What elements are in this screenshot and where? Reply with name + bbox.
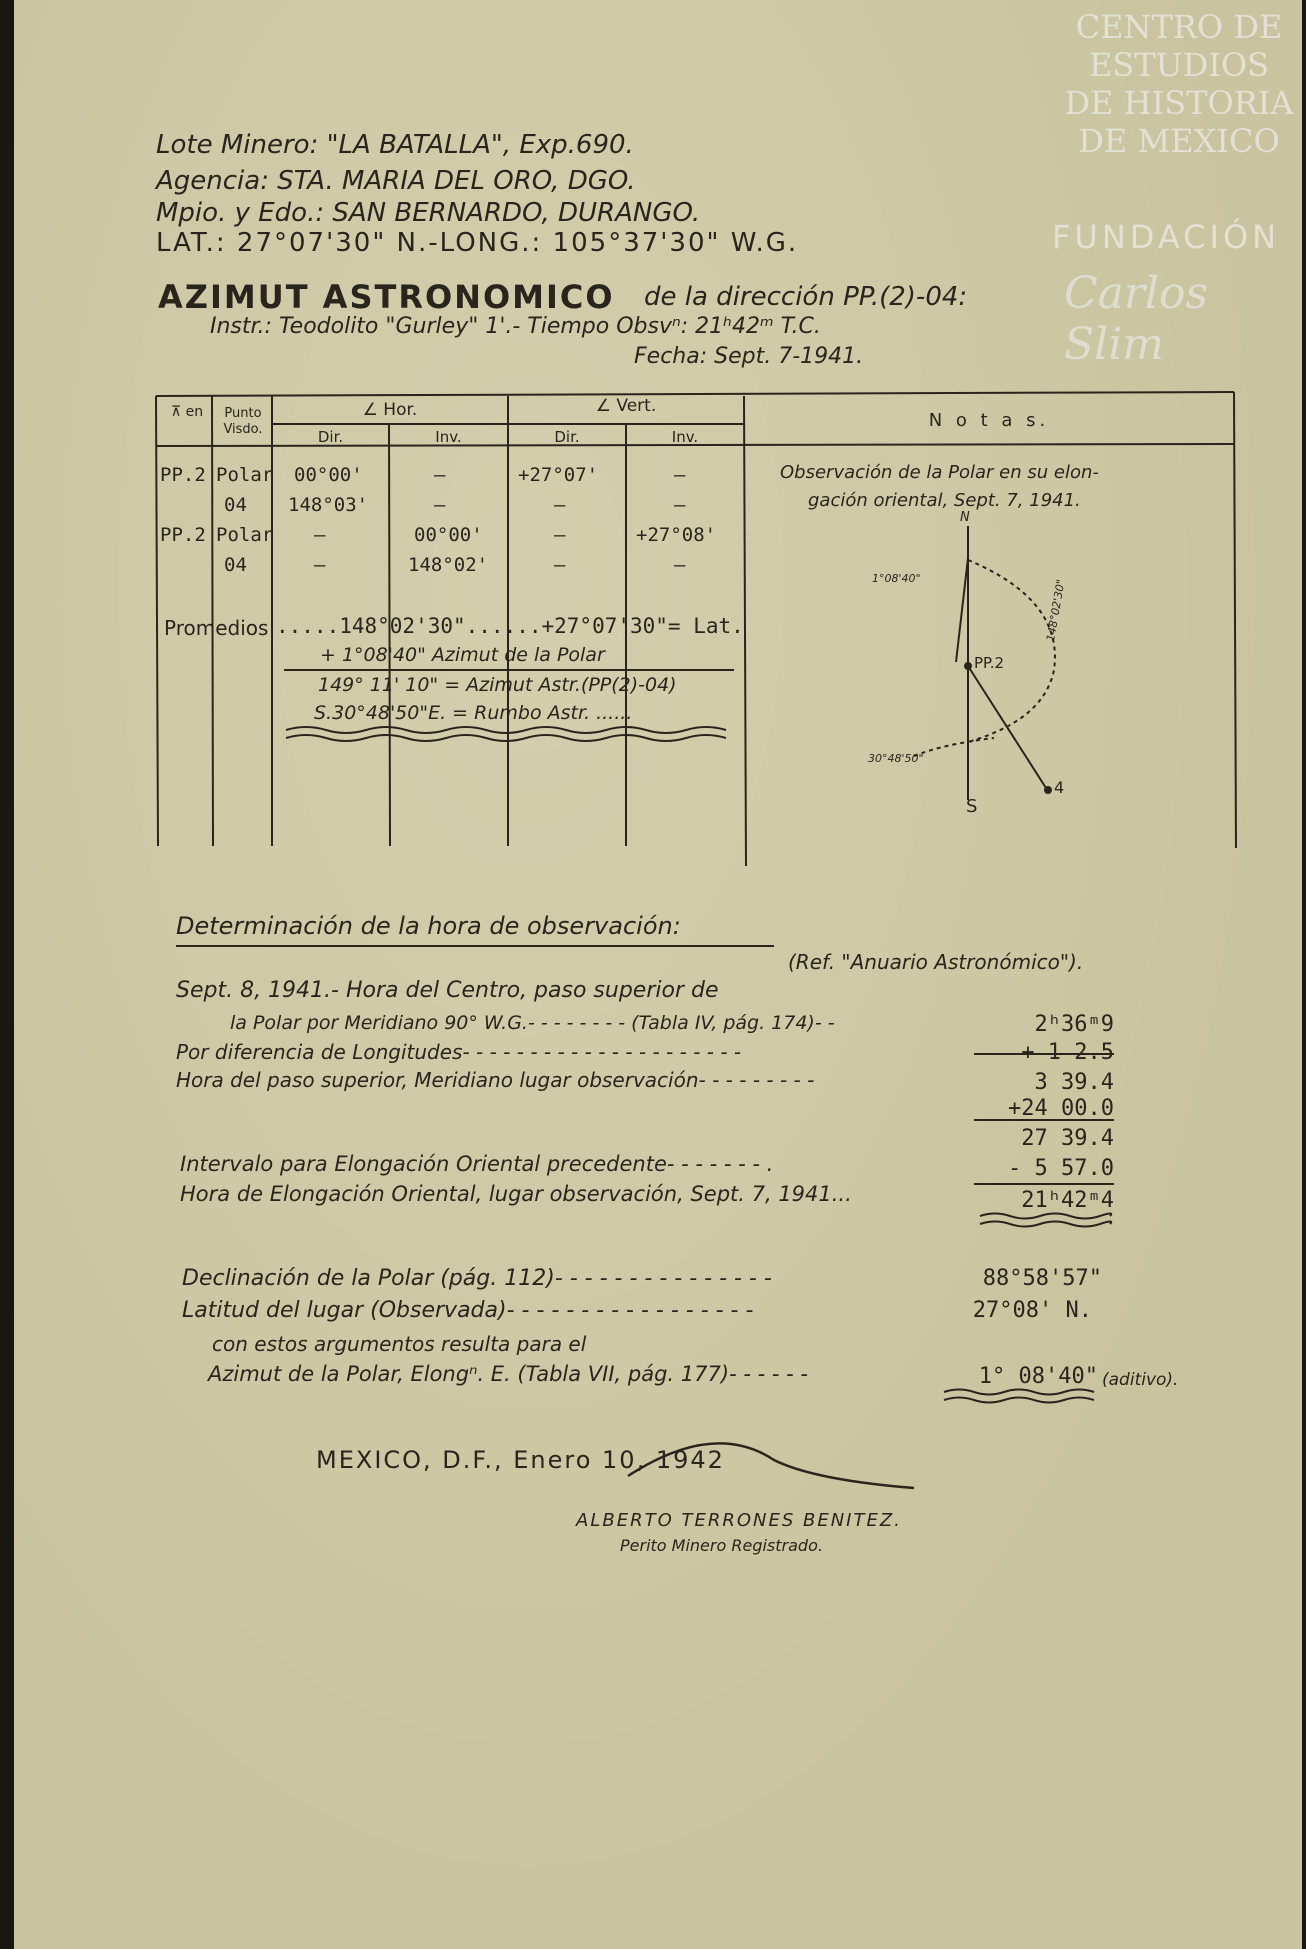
table-grid [14,0,1302,1949]
sketch-label-s: S [966,796,978,817]
sketch-angle-1: 1°08'40" [872,572,921,585]
column-header-punto: Punto Visdo. [223,406,263,437]
promedios-label: Promedios [164,616,269,640]
declinacion-line-4: Azimut de la Polar, Elongⁿ. E. (Tabla VII, pág. 177)- - - - - - [208,1362,808,1386]
determinacion-value-2: + 1 2.5 [1021,1040,1114,1065]
lote-line: Lote Minero: "LA BATALLA", Exp.690. [156,130,634,160]
determinacion-value-3: 3 39.4 [1034,1070,1114,1095]
determinacion-ref: (Ref. "Anuario Astronómico"). [788,950,1084,974]
note-line-1: Observación de la Polar en su elon- [780,462,1099,483]
sketch-label-4: 4 [1054,778,1065,797]
instrument-line: Instr.: Teodolito "Gurley" 1'.- Tiempo Obsvⁿ: 21ʰ42ᵐ T.C. [210,314,821,339]
watermark-fundacion: FUNDACIÓN [1052,218,1281,256]
determinacion-line-1a: Sept. 8, 1941.- Hora del Centro, paso superior de [176,978,719,1003]
declinacion-line-3: con estos argumentos resulta para el [212,1332,587,1356]
column-header-en: ⊼ en [170,404,204,420]
determinacion-line-3: Hora del paso superior, Meridiano lugar observación- - - - - - - - - [176,1068,815,1092]
watermark-text: CENTRO DE ESTUDIOS DE HISTORIA DE MEXICO [1064,8,1294,160]
declinacion-line-1: Declinación de la Polar (pág. 112)- - - - - - - - - - - - - - - [182,1266,772,1291]
determinacion-title: Determinación de la hora de observación: [176,912,681,940]
declinacion-additive: (aditivo). [1102,1370,1179,1390]
sketch-label-n: N [960,510,970,525]
document-page: CENTRO DE ESTUDIOS DE HISTORIA DE MEXICO FUNDACIÓN Carlos Slim Lote Minero: "LA BATALLA", Exp.690. Agencia: STA. MARIA DEL ORO, DGO. Mpio. y Edo.: SAN BERNARDO, DURANGO. LAT.: 27°07'30" N.-LONG.: 105°37'30" W.G. AZIMUT ASTRONOMICO de la dirección PP.(2)-04: Instr.: Teodolito "Gurley" 1'.- Tiempo Obsvⁿ: 21ʰ42ᵐ T.C. Fecha: Sept. 7-1941. ⊼ en Punto Visdo. ∠ Hor. ∠ Vert. Dir. Inv. Dir. Inv. N o t a s. PP.2 Polar 00°00' — +27°07' — 04 148°03' — — — PP.2 Polar — 00°00' — +27°08' 04 — 148°02' — — Promedios .....148°02'30"......+27°07'30"= Lat. + 1°08'40" Azimut de la Polar 149° 11' 10" = Azimut Astr.(PP(2)-04) S.30°48'50"E. = Rumbo Astr. ...... Observación de la Polar en su elon- gación oriental, Sept. 7, 1941. N S PP.2 4 1°08'40" 148°02'30" 30°48'50" Determinación de la hora de observación: (Ref. "Anuario Astronómico"). Sept. 8, 1941.- Hora del Centro, paso superior de la Polar por Meridiano 90° W.G.- - - - - - - - (Tabla IV, pág. 174)- - 2ʰ36ᵐ9 Por diferencia de Longitudes- - - - - - - - - - - - - - - - - - - - - + 1 2.5 Hora del paso superior, Meridiano lugar observación- - - - - - - - - 3 39.4 +24 00.0 27 39.4 Intervalo para Elongación Oriental precedente- - - - - - - . - 5 57.0 Hora de Elongación Oriental, lugar observación, Sept. 7, 1941... 21ʰ42ᵐ4 Declinación de la Polar (pág. 112)- - - - - - - - - - - - - - - 88°58'57" Latitud del lugar (Observada)- - - - - - - - - - - - - - - - - 27°08' N. con estos argumentos resulta para el Azimut de la Polar, Elongⁿ. E. (Tabla VII, pág. 177)- - - - - - 1° 08'40" (aditivo). MEXICO, D.F., Enero 10, 1942 ALBERTO TERRONES BENITEZ. Perito Minero Registrado. [14,0,1302,1949]
declinacion-value-2: 27°08' N. [972,1298,1092,1323]
signatory-role: Perito Minero Registrado. [620,1536,823,1555]
column-header-vert-inv: Inv. [671,428,699,446]
lat-line: LAT.: 27°07'30" N.-LONG.: 105°37'30" W.G. [156,228,799,258]
declinacion-value-1: 88°58'57" [982,1266,1102,1291]
rumbo-line: S.30°48'50"E. = Rumbo Astr. ...... [314,702,633,724]
column-header-hor: ∠ Hor. [362,400,418,420]
determinacion-value-1: 2ʰ36ᵐ9 [1034,1012,1114,1037]
watermark-signature: Carlos Slim [1064,268,1209,370]
determinacion-line-1b: la Polar por Meridiano 90° W.G.- - - - - - - - (Tabla IV, pág. 174)- - [230,1012,835,1034]
sketch-label-pp2: PP.2 [974,654,1005,672]
signatory-name: ALBERTO TERRONES BENITEZ. [576,1510,902,1531]
determinacion-line-7: Hora de Elongación Oriental, lugar observación, Sept. 7, 1941... [180,1182,852,1206]
agencia-line: Agencia: STA. MARIA DEL ORO, DGO. [156,166,636,196]
determinacion-value-5: 27 39.4 [1021,1126,1114,1151]
column-header-hor-inv: Inv. [435,428,462,446]
mpio-line: Mpio. y Edo.: SAN BERNARDO, DURANGO. [156,198,701,228]
note-line-2: gación oriental, Sept. 7, 1941. [808,490,1081,511]
column-header-vert: ∠ Vert. [595,396,657,416]
promedios-values: .....148°02'30"......+27°07'30"= Lat. [276,614,744,638]
title-suffix: de la dirección PP.(2)-04: [644,282,968,312]
azimut-line: 149° 11' 10" = Azimut Astr.(PP(2)-04) [318,674,677,696]
determinacion-line-6: Intervalo para Elongación Oriental precedente- - - - - - - . [180,1152,774,1176]
declinacion-value-4: 1° 08'40" [978,1364,1098,1389]
determinacion-value-7: 21ʰ42ᵐ4 [1021,1188,1114,1213]
determinacion-value-6: - 5 57.0 [1008,1156,1114,1181]
fecha-line: Fecha: Sept. 7-1941. [634,344,864,369]
column-header-notas: N o t a s. [928,410,1050,431]
determinacion-value-4: +24 00.0 [1008,1096,1114,1121]
declinacion-line-2: Latitud del lugar (Observada)- - - - - - - - - - - - - - - - - [182,1298,754,1323]
polar-azimuth-line: + 1°08'40" Azimut de la Polar [320,644,605,666]
place-date: MEXICO, D.F., Enero 10, 1942 [316,1446,725,1474]
column-header-vert-dir: Dir. [554,428,580,446]
document-title: AZIMUT ASTRONOMICO [158,278,615,316]
sketch-angle-3: 30°48'50" [868,752,924,765]
column-header-hor-dir: Dir. [317,428,344,446]
determinacion-line-2: Por diferencia de Longitudes- - - - - - - - - - - - - - - - - - - - - [176,1040,742,1064]
sketch-angle-2: 148°02'30" [1044,578,1068,643]
